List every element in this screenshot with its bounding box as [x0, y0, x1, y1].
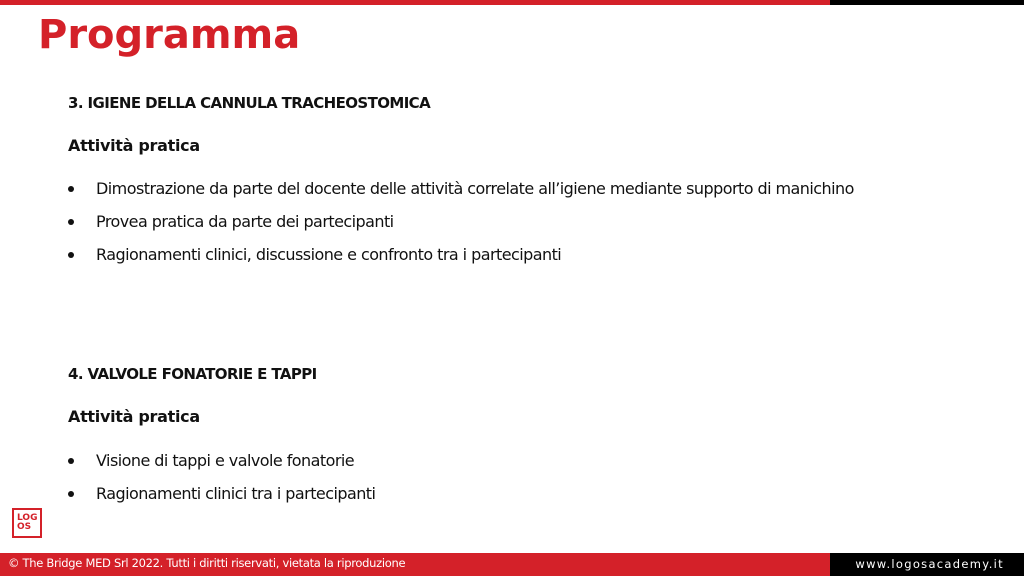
section-subheading-4: Attività pratica	[68, 407, 200, 426]
list-item: Dimostrazione da parte del docente delle attività correlate all’igiene mediante supporto di manichino	[68, 172, 928, 205]
section-heading-3: 3. IGIENE DELLA CANNULA TRACHEOSTOMICA	[68, 94, 431, 112]
bullet-icon	[68, 219, 74, 225]
page-title: Programma	[38, 12, 301, 58]
logos-logo: LOG OS	[12, 508, 42, 538]
list-item: Ragionamenti clinici, discussione e confronto tra i partecipanti	[68, 238, 928, 271]
section-subheading-3: Attività pratica	[68, 136, 200, 155]
bullet-list-4	[68, 444, 928, 510]
top-accent-bar-red	[0, 0, 830, 5]
list-item: Visione di tappi e valvole fonatorie	[68, 444, 928, 477]
bullet-list-3	[68, 172, 928, 271]
footer-website-link[interactable]: www.logosacademy.it	[855, 557, 1004, 571]
top-accent-bar-black	[830, 0, 1024, 5]
section-heading-4: 4. VALVOLE FONATORIE E TAPPI	[68, 365, 317, 383]
list-item: Ragionamenti clinici tra i partecipanti	[68, 477, 928, 510]
bullet-icon	[68, 252, 74, 258]
footer-copyright: © The Bridge MED Srl 2022. Tutti i diritti riservati, vietata la riproduzione	[8, 556, 406, 570]
list-item: Provea pratica da parte dei partecipanti	[68, 205, 928, 238]
bullet-icon	[68, 491, 74, 497]
bullet-icon	[68, 186, 74, 192]
bullet-icon	[68, 458, 74, 464]
